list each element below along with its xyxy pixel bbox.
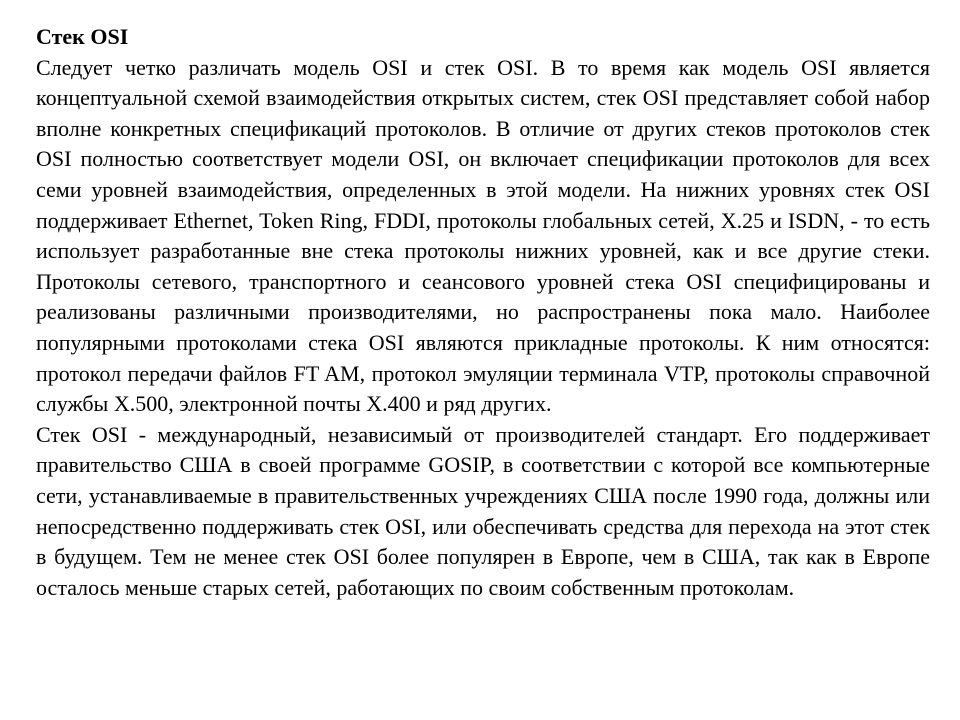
slide-content	[36, 22, 930, 603]
slide-title: Стек OSI	[36, 24, 129, 49]
body-paragraph-1: Следует четко различать модель OSI и стек OSI. В то время как модель OSI является концептуальной схемой взаимодействия открытых систем, стек OSI представляет собой набор вполне конкретных спецификаций протоколов. В отличие от других стеков протоколов стек OSI полностью соответствует модели OSI, он включает спецификации протоколов для всех семи уровней взаимодействия, определенных в этой модели. На нижних уровнях стек OSI поддерживает Ethernet, Token Ring, FDDI, протоколы глобальных сетей, X.25 и ISDN, - то есть использует разработанные вне стека протоколы нижних уровней, как и все другие стеки. Протоколы сетевого, транспортного и сеансового уровней стека OSI специфицированы и реализованы различными производителями, но распространены пока мало. Наиболее популярными протоколами стека OSI являются прикладные протоколы. К ним относятся: протокол передачи файлов FT AM, протокол эмуляции терминала VTP, протоколы справочной службы X.500, электронной почты X.400 и ряд других.	[36, 54, 930, 417]
body-paragraph-2: Стек OSI - международный, независимый от производителей стандарт. Его поддерживает правительство США в своей программе GOSIP, в соответствии с которой все компьютерные сети, устанавливаемые в правительственных учреждениях США после 1990 года, должны или непосредственно поддерживать стек OSI, или обеспечивать средства для перехода на этот стек в будущем. Тем не менее стек OSI более популярен в Европе, чем в США, так как в Европе осталось меньше старых сетей, работающих по своим собственным протоколам.	[36, 421, 930, 600]
